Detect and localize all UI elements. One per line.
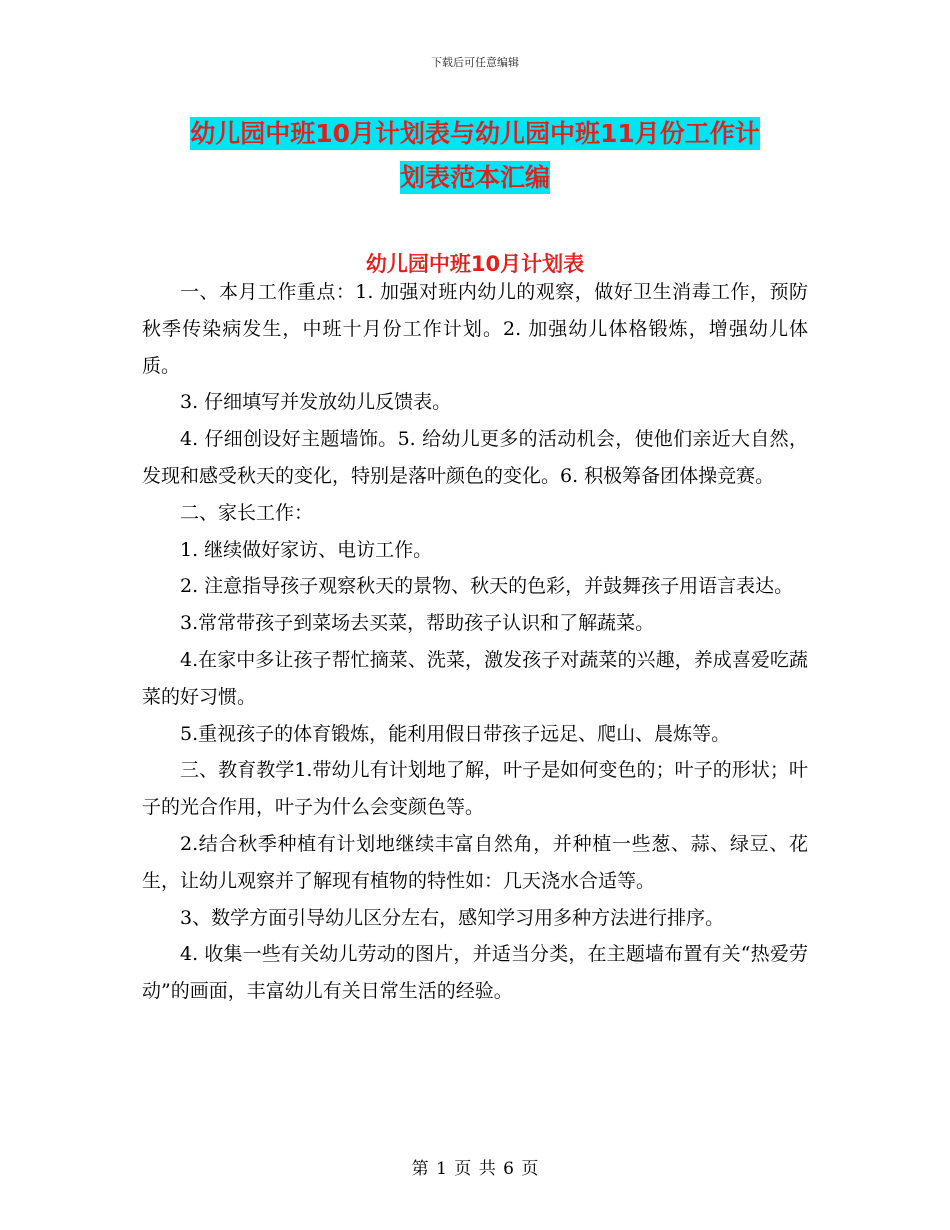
paragraph: 5.重视孩子的体育锻炼，能利用假日带孩子远足、爬山、晨炼等。 bbox=[180, 722, 731, 745]
section-heading: 幼儿园中班10月计划表 bbox=[365, 252, 585, 276]
document-body bbox=[142, 274, 808, 1010]
paragraph: 一、本月工作重点：1. 加强对班内幼儿的观察，做好卫生消毒工作，预防秋季传染病发生，中班十月份工作计划。2. 加强幼儿体格锻炼，增强幼儿体质。 bbox=[142, 281, 808, 377]
title-line-2: 划表范本汇编 bbox=[399, 163, 550, 192]
header-note: 下载后可任意编辑 bbox=[431, 56, 519, 69]
paragraph: 3、数学方面引导幼儿区分左右，感知学习用多种方法进行排序。 bbox=[180, 906, 725, 929]
title-line-1: 幼儿园中班10月计划表与幼儿园中班11月份工作计 bbox=[190, 119, 760, 148]
paragraph: 三、教育教学1.带幼儿有计划地了解，叶子是如何变色的；叶子的形状；叶子的光合作用，叶子为什么会变颜色等。 bbox=[142, 759, 808, 819]
paragraph: 3.常常带孩子到菜场去买菜，帮助孩子认识和了解蔬菜。 bbox=[180, 612, 655, 635]
paragraph: 2. 注意指导孩子观察秋天的景物、秋天的色彩，并鼓舞孩子用语言表达。 bbox=[180, 575, 794, 598]
document-title bbox=[140, 112, 810, 200]
paragraph: 二、家长工作： bbox=[180, 501, 314, 524]
paragraph: 4. 收集一些有关幼儿劳动的图片，并适当分类，在主题墙布置有关“热爱劳动”的画面，丰富幼儿有关日常生活的经验。 bbox=[142, 943, 808, 1003]
paragraph: 4.在家中多让孩子帮忙摘菜、洗菜，激发孩子对蔬菜的兴趣，养成喜爱吃蔬菜的好习惯。 bbox=[142, 648, 808, 708]
paragraph: 2.结合秋季种植有计划地继续丰富自然角，并种植一些葱、蒜、绿豆、花生，让幼儿观察并了解现有植物的特性如：几天浇水合适等。 bbox=[142, 832, 808, 892]
paragraph: 3. 仔细填写并发放幼儿反馈表。 bbox=[180, 391, 452, 414]
paragraph: 4. 仔细创设好主题墙饰。5. 给幼儿更多的活动机会，使他们亲近大自然，发现和感受秋天的变化，特别是落叶颜色的变化。6. 积极筹备团体操竞赛。 bbox=[142, 428, 808, 487]
page-footer: 第 1 页 共 6 页 bbox=[411, 1159, 539, 1179]
paragraph: 1. 继续做好家访、电访工作。 bbox=[180, 538, 433, 561]
